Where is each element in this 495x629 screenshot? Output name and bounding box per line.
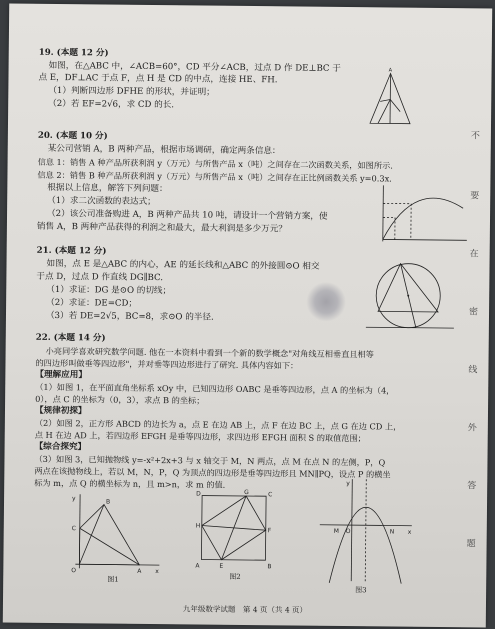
q19-part2: （2）若 EF=2√6，求 CD 的长.	[48, 98, 175, 111]
q21-figure	[364, 251, 457, 338]
q22-part2: （2）如图 2，正方形 ABCD 的边长为 a，点 E 在边 AB 上，点 F 在边 BC 上，点 G 在边 CD 上，	[34, 417, 402, 432]
svg-text:M: M	[333, 527, 339, 535]
q21-part1: （1）求证：DG 是⊙O 的切线；	[46, 284, 172, 297]
binding-margin-text	[464, 8, 488, 627]
q22-heading: 22. (本题 14 分)	[35, 332, 106, 344]
side-char: 外	[467, 423, 477, 434]
q19-part1: （1）判断四边形 DFHE 的形状，并证明；	[48, 85, 215, 98]
figure-3-caption: 图3	[355, 586, 367, 595]
figure-2-caption: 图2	[229, 572, 241, 581]
svg-text:F: F	[267, 527, 272, 535]
page-footer: 九年级数学试题 第 4 页（共 4 页）	[182, 604, 308, 615]
q22-section-explore: 【规律初探】	[34, 405, 87, 417]
q20-line: 根据以上信息，解答下列问题：	[47, 182, 168, 195]
svg-text:O: O	[71, 567, 77, 575]
figure-3	[315, 477, 416, 586]
side-char: 要	[470, 191, 480, 202]
q20-part1: （1）求二次函数的表达式；	[47, 195, 156, 208]
svg-text:y: y	[346, 480, 350, 488]
svg-text:G: G	[244, 488, 249, 497]
side-char: 题	[466, 539, 476, 550]
q20-graph	[375, 183, 472, 246]
side-char: 在	[469, 249, 479, 260]
ink-stamp-blot	[306, 282, 346, 322]
svg-text:B: B	[267, 563, 272, 571]
q21-heading: 21. (本题 12 分)	[36, 245, 107, 257]
svg-text:B: B	[106, 498, 111, 506]
svg-text:A: A	[388, 67, 393, 74]
q21-part2: （2）求证：DE=CD；	[46, 297, 138, 309]
svg-text:x: x	[407, 528, 412, 536]
q21-part3: （3）若 DE=2√5，BC=8，求⊙O 的半径.	[45, 310, 214, 323]
svg-text:x: x	[155, 568, 159, 576]
q20-part2: （2）该公司准备购进 A，B 两种产品共 10 吨，请设计一个营销方案，使	[47, 208, 328, 222]
svg-text:N: N	[389, 528, 395, 536]
svg-text:A: A	[137, 567, 142, 575]
figure-1	[63, 490, 164, 575]
svg-text:H: H	[195, 522, 201, 530]
q19-heading: 19. (本题 12 分)	[38, 47, 109, 59]
svg-text:D: D	[196, 490, 201, 498]
q22-section-comprehensive: 【综合探究】	[34, 441, 87, 453]
q20-heading: 20. (本题 10 分)	[37, 130, 108, 142]
q20-info2: 信息 2：销售 B 种产品所获利润 y（万元）与所售产品 x（吨）之间存在正比例函数关系 y=0.3x.	[37, 169, 392, 184]
side-char: 不	[470, 131, 480, 142]
side-char: 密	[468, 307, 479, 318]
q22-part1: （1）如图 1，在平面直角坐标系 xOy 中，已知四边形 OABC 是垂等四边形，点 A 的坐标为（4，	[35, 381, 395, 396]
q22-line: 的四边形叫做垂等四边形"，并对垂等四边形进行了研究. 具体内容如下：	[35, 357, 299, 371]
q20-info1: 信息 1：销售 A 种产品所获利润 y（万元）与所售产品 x（吨）之间存在二次函数关系，如图所示.	[37, 156, 393, 171]
q22-part3: （3）如图 3，已知抛物线 y=-x²+2x+3 与 x 轴交于 M，N 两点，点 M 在点 N 的左侧，P，Q	[34, 453, 386, 468]
q22-part3-cont: 两点在该抛物线上，若以 M，N，P，Q 为顶点的四边形是垂等四边形且 MN∥PQ，设点 P 的横坐	[34, 465, 391, 480]
svg-text:y: y	[72, 495, 76, 503]
svg-text:C: C	[268, 491, 273, 499]
figure-2	[191, 485, 276, 570]
q22-part2-cont: 点 H 在边 AD 上，若四边形 EFGH 是垂等四边形，求四边形 EFGH 面积 S 的取值范围；	[34, 429, 366, 444]
q19-figure	[366, 67, 415, 129]
q21-line: 于点 D，过点 D 作直线 DG∥BC.	[36, 271, 164, 284]
q20-line: 某公司营销 A，B 两种产品，根据市场调研，确定两条信息：	[47, 143, 281, 157]
svg-text:E: E	[219, 562, 224, 570]
side-char: 线	[468, 365, 478, 376]
q19-line: 点 E，DF⊥AC 于点 F，点 H 是 CD 的中点，连接 HE、FH.	[38, 72, 278, 86]
svg-text:C: C	[71, 525, 76, 533]
q22-section-understand: 【理解应用】	[35, 369, 87, 381]
q21-line: 如图，点 E 是△ABC 的内心，AE 的延长线和△ABC 的外接圆⊙O 相交	[46, 258, 320, 272]
q20-part2-cont: 销售 A，B 两种产品获得的利润之和最大，最大利润是多少万元？	[36, 221, 287, 235]
q22-part3-cont: 标为 m，点 Q 的横坐标为 n，且 m>n，求 m 的值.	[34, 477, 226, 490]
q19-line: 如图，在△ABC 中，∠ACB=60°，CD 平分∠ACB，过点 D 作 DE⊥BC 于	[48, 60, 341, 74]
svg-text:O: O	[345, 528, 351, 536]
svg-text:A: A	[195, 562, 200, 570]
q22-line: 小亮同学喜欢研究数学问题. 他在一本资料中看到一个新的数学概念"对角线互相垂直且相等	[45, 345, 374, 360]
exam-page	[3, 3, 492, 627]
figure-1-caption: 图1	[107, 575, 119, 584]
q22-part1-cont: 0），点 C 的坐标为（0，3），求点 B 的坐标；	[35, 393, 205, 406]
side-char: 答	[467, 481, 477, 492]
